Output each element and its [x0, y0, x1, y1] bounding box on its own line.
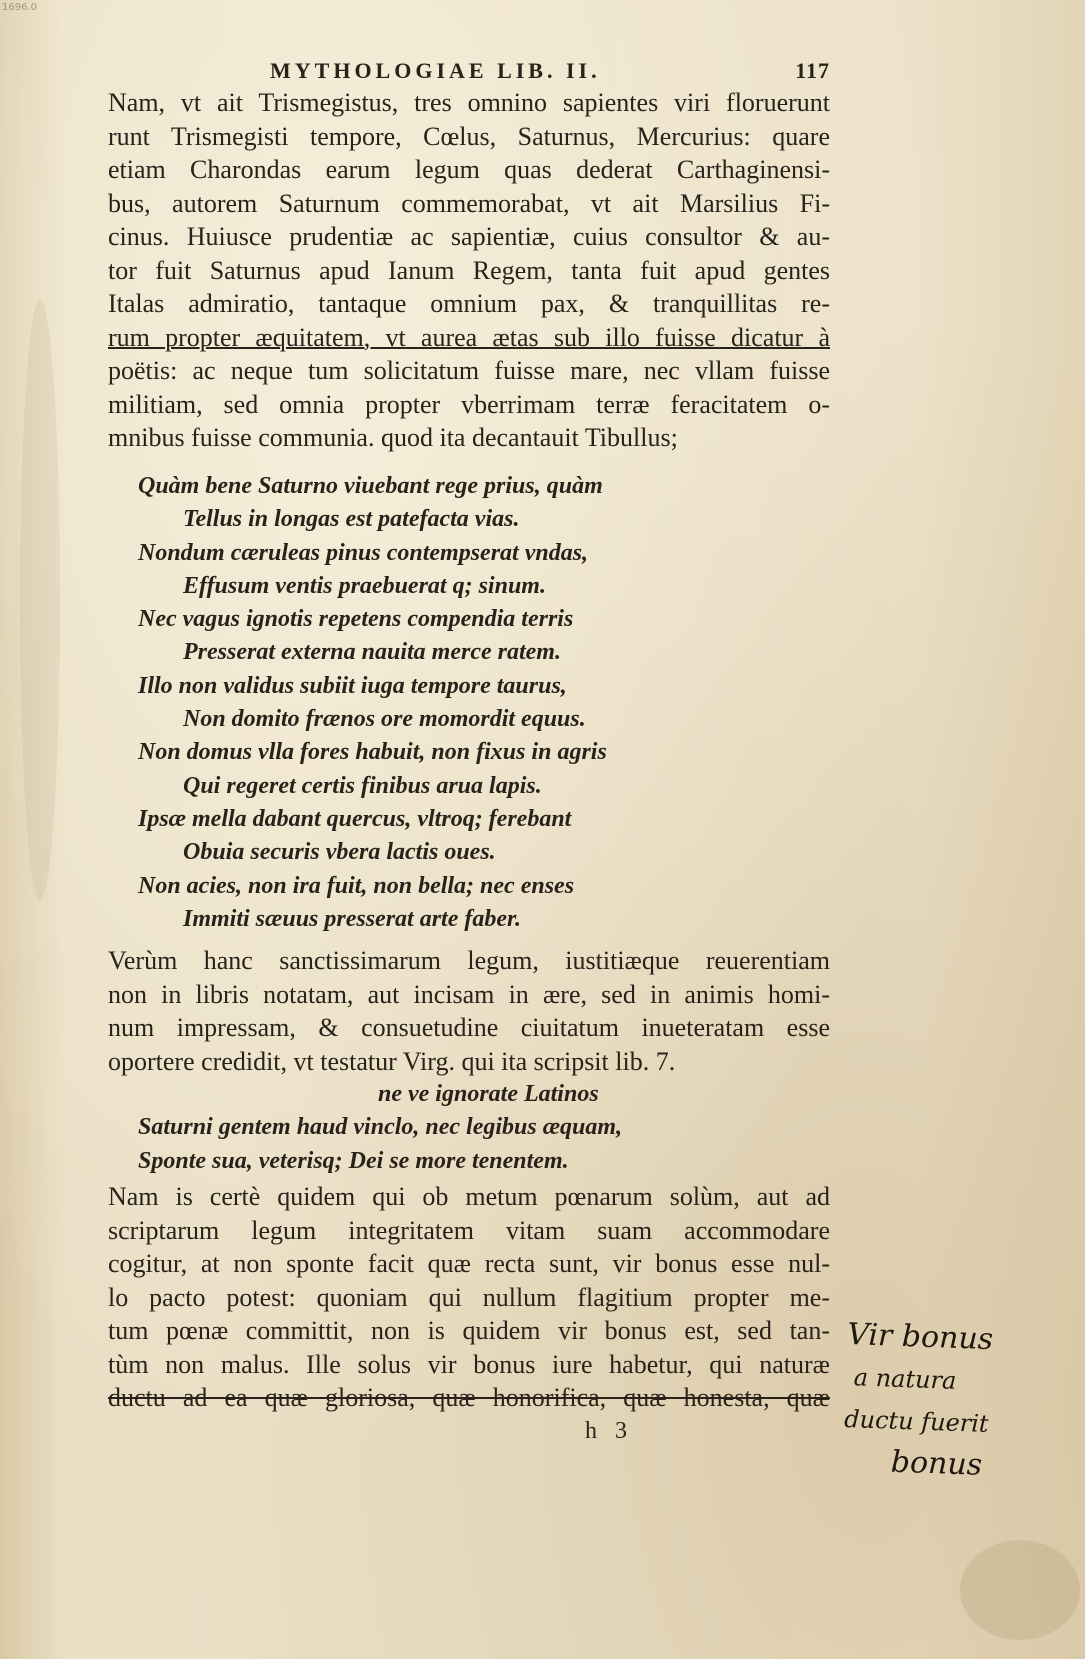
- text-line: num impressam, & consuetudine ciuitatum inueteratam esse: [108, 1013, 830, 1042]
- prose-block-1: [108, 86, 830, 455]
- verse-line: Non domito frænos ore momordit equus.: [183, 706, 586, 733]
- text-line: Nam is certè quidem qui ob metum pœnarum solùm, aut ad: [108, 1182, 830, 1211]
- verse-line: Quàm bene Saturno viuebant rege prius, quàm: [138, 473, 603, 499]
- verse-line: Nec vagus ignotis repetens compendia terris: [138, 606, 574, 633]
- verse-line: Nondum cæruleas pinus contempserat vndas,: [138, 539, 589, 566]
- text-line: cinus. Huiusce prudentiæ ac sapientiæ, cuius consultor & au-: [108, 222, 830, 251]
- text-line: militiam, sed omnia propter vberrimam terræ feracitatem o-: [108, 389, 830, 419]
- verse-line: Obuia securis vbera lactis oues.: [183, 839, 496, 866]
- text-line: scriptarum legum integritatem vitam suam accommodare: [108, 1215, 830, 1245]
- verse-block-tibullus: [108, 470, 748, 936]
- text-line: Nam, vt ait Trismegistus, tres omnino sapientes viri floruerunt: [108, 88, 830, 117]
- verse-line: Effusum ventis praebuerat q; sinum.: [183, 572, 546, 599]
- verse-line: Qui regeret certis finibus arua lapis.: [183, 772, 542, 799]
- text-line: Italas admiratio, tantaque omnium pax, & tranquillitas re-: [108, 289, 830, 318]
- text-line: tùm non malus. Ille solus vir bonus iure habetur, qui naturæ: [108, 1349, 830, 1379]
- text-line: lo pacto potest: quoniam qui nullum flagitium propter me-: [108, 1282, 830, 1312]
- handwritten-margin-note: [842, 1314, 1078, 1490]
- verse-line: Non domus vlla fores habuit, non fixus in agris: [138, 739, 607, 766]
- verse-line: Non acies, non ira fuit, non bella; nec enses: [138, 872, 575, 899]
- page-number: 117: [795, 58, 830, 83]
- verse-line: Tellus in longas est patefacta vias.: [183, 506, 520, 533]
- margin-note-line: bonus: [890, 1444, 983, 1483]
- text-line: etiam Charondas earum legum quas dederat Carthaginensi-: [108, 155, 830, 184]
- text-line-underlined: rum propter æquitatem, vt aurea ætas sub illo fuisse dicatur à: [108, 322, 830, 352]
- margin-note-line: ductu fuerit: [843, 1404, 990, 1439]
- margin-note-line: a natura: [853, 1363, 957, 1395]
- paper-stain: [960, 1540, 1080, 1640]
- text-line-struck: ductu ad ea quæ gloriosa, quæ honorifica, quæ honesta, quæ: [108, 1383, 830, 1412]
- verse-line: Ipsæ mella dabant quercus, vltroq; ferebant: [138, 805, 572, 832]
- text-line: poëtis: ac neque tum solicitatum fuisse mare, nec vllam fuisse: [108, 356, 830, 385]
- verse-block-virgil: [108, 1078, 748, 1178]
- page-header: [270, 58, 830, 88]
- gutter-shadow: [20, 300, 60, 900]
- running-title: MYTHOLOGIAE LIB. II.: [270, 58, 601, 83]
- text-line: bus, autorem Saturnum commemorabat, vt ait Marsilius Fi-: [108, 188, 830, 218]
- verse-line: Sponte sua, veterisq; Dei se more tenentem.: [138, 1147, 569, 1174]
- text-line: tor fuit Saturnus apud Ianum Regem, tanta fuit apud gentes: [108, 255, 830, 285]
- text-line: oportere credidit, vt testatur Virg. qui ita scripsit lib. 7.: [108, 1046, 676, 1076]
- verse-line: Presserat externa nauita merce ratem.: [183, 639, 561, 666]
- prose-block-2: [108, 944, 830, 1078]
- catalog-number: 1696.0: [2, 2, 37, 13]
- text-line: tum pœnæ committit, non is quidem vir bonus est, sed tan-: [108, 1316, 830, 1345]
- verse-line: ne ve ignorate Latinos: [378, 1081, 599, 1107]
- text-line: mnibus fuisse communia. quod ita decantauit Tibullus;: [108, 423, 678, 452]
- text-line: non in libris notatam, aut incisam in ære, sed in animis homi-: [108, 979, 830, 1009]
- text-line: Verùm hanc sanctissimarum legum, iustitiæque reuerentiam: [108, 946, 830, 975]
- verse-line: Illo non validus subiit iuga tempore taurus,: [138, 672, 567, 699]
- signature-mark: h 3: [585, 1418, 633, 1444]
- text-line: runt Trismegisti tempore, Cœlus, Saturnus, Mercurius: quare: [108, 121, 830, 151]
- verse-line: Saturni gentem haud vinclo, nec legibus æquam,: [138, 1114, 623, 1141]
- margin-note-line: Vir bonus: [846, 1317, 994, 1358]
- prose-block-3: [108, 1180, 830, 1415]
- text-line: cogitur, at non sponte facit quæ recta sunt, vir bonus esse nul-: [108, 1249, 830, 1278]
- verse-line: Immiti sæuus presserat arte faber.: [183, 905, 522, 932]
